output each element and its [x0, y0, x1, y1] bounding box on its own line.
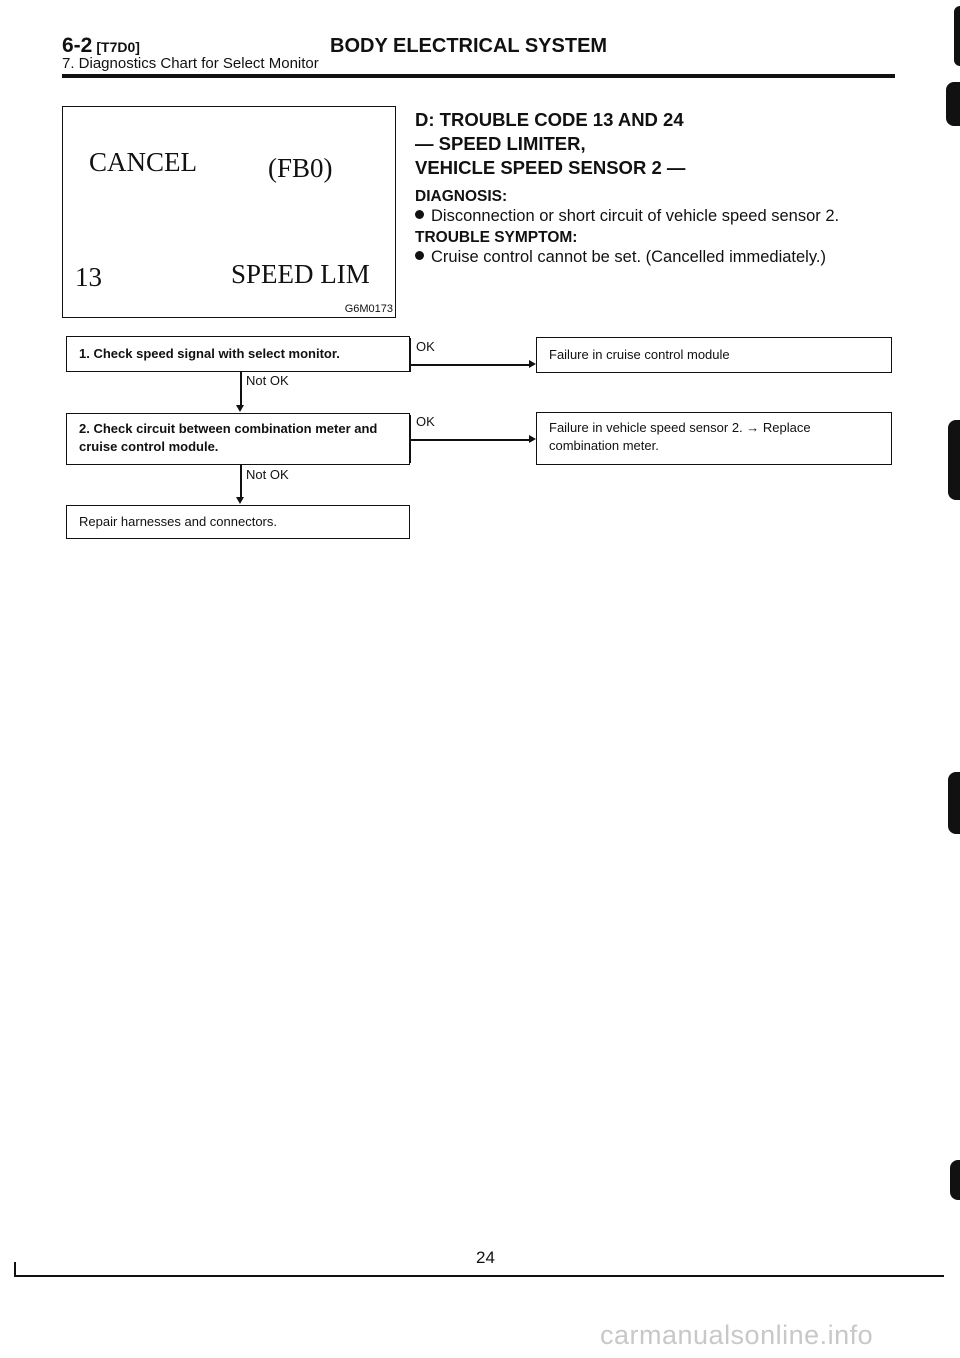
diagnosis-label: DIAGNOSIS:	[415, 188, 508, 205]
connector-ok-1-riser	[409, 338, 411, 372]
figure-code: G6M0173	[344, 303, 393, 315]
page-title: BODY ELECTRICAL SYSTEM	[330, 35, 608, 57]
symptom-item	[415, 248, 826, 267]
arrow-down-icon	[236, 497, 244, 504]
monitor-text-code: 13	[75, 262, 102, 292]
diagnosis-item	[415, 207, 839, 226]
flow-result-2-line-2: combination meter.	[549, 438, 659, 453]
not-ok-label-2: Not OK	[246, 467, 289, 482]
section-number: 6-2	[62, 34, 93, 57]
binder-mark	[948, 772, 960, 834]
symptom-text: Cruise control cannot be set. (Cancelled immediately.)	[431, 248, 826, 266]
footer-divider	[14, 1275, 944, 1277]
connector-notok-2	[240, 465, 242, 498]
connector-notok-1	[240, 372, 242, 406]
page-subtitle: 7. Diagnostics Chart for Select Monitor	[62, 55, 319, 72]
flow-step-2-line-2: cruise control module.	[79, 439, 219, 454]
connector-ok-1	[409, 364, 530, 366]
arrow-right-icon	[529, 360, 536, 368]
bullet-icon	[415, 210, 424, 219]
page-number: 24	[476, 1248, 495, 1267]
binder-mark	[950, 1160, 960, 1200]
ok-label-1: OK	[416, 339, 435, 354]
monitor-text-speed-lim: SPEED LIM	[231, 259, 370, 289]
flow-step-2-line-1: 2. Check circuit between combination meter and	[79, 421, 378, 436]
section-title	[415, 108, 685, 180]
binder-mark	[946, 82, 960, 126]
connector-ok-2	[409, 439, 530, 441]
header-divider	[62, 74, 895, 78]
binder-mark	[954, 6, 960, 66]
not-ok-label-1: Not OK	[246, 373, 289, 388]
arrow-down-icon	[236, 405, 244, 412]
bullet-icon	[415, 251, 424, 260]
symptom-label: TROUBLE SYMPTOM:	[415, 229, 578, 246]
section-title-line-2: — SPEED LIMITER,	[415, 133, 586, 154]
flow-result-2-line-1: Failure in vehicle speed sensor 2. → Replace	[549, 420, 811, 435]
ok-label-2: OK	[416, 414, 435, 429]
flow-result-2	[536, 412, 892, 465]
arrow-right-icon	[529, 435, 536, 443]
section-title-line-3: VEHICLE SPEED SENSOR 2 —	[415, 157, 686, 178]
select-monitor-display	[62, 106, 396, 318]
flow-step-3: Repair harnesses and connectors.	[66, 505, 410, 539]
flow-result-1: Failure in cruise control module	[536, 337, 892, 373]
watermark: carmanualsonline.info	[600, 1320, 874, 1350]
monitor-text-fb0: (FB0)	[268, 153, 333, 183]
section-title-line-1: D: TROUBLE CODE 13 AND 24	[415, 109, 684, 130]
binder-mark	[948, 420, 960, 500]
section-tag: [T7D0]	[96, 39, 140, 55]
flow-step-1: 1. Check speed signal with select monitor.	[66, 336, 410, 372]
flow-step-2	[66, 413, 410, 465]
diagnosis-text: Disconnection or short circuit of vehicle speed sensor 2.	[431, 207, 840, 225]
monitor-text-cancel: CANCEL	[89, 147, 197, 177]
